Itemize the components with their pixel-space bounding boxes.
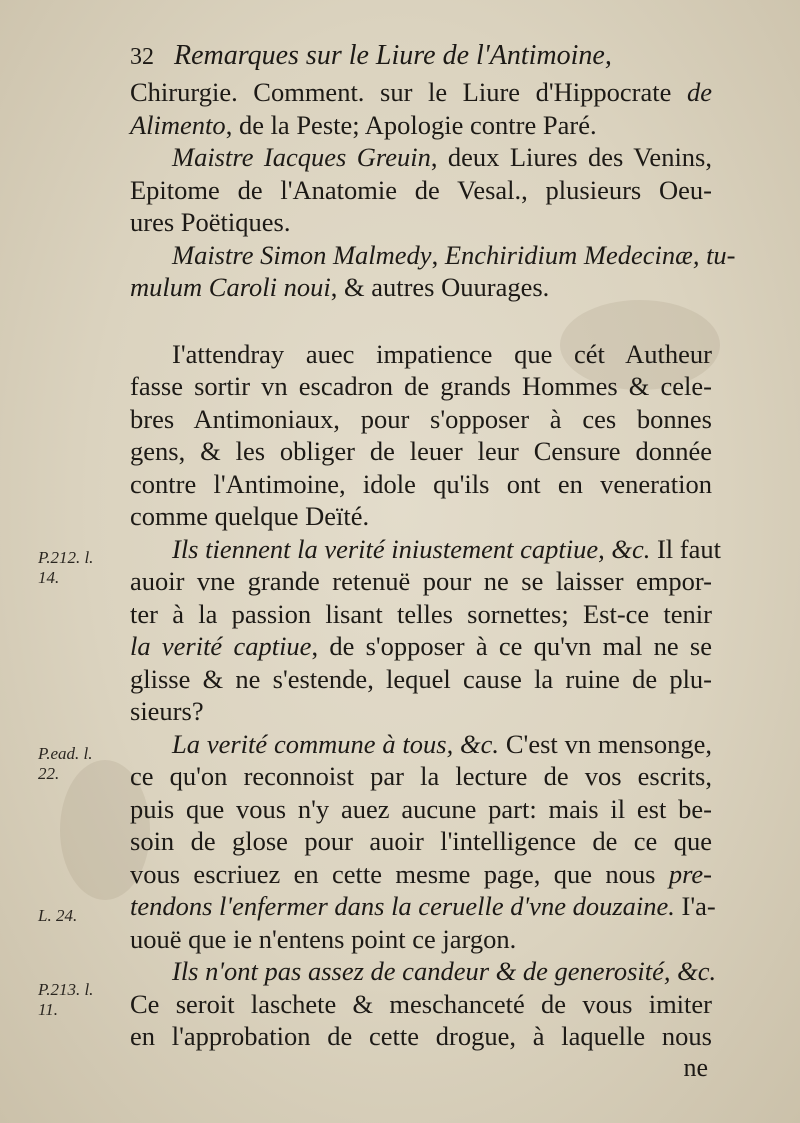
catchword: ne <box>683 1053 708 1082</box>
text-line: mulum Caroli noui, & autres Ouurages. <box>130 272 550 302</box>
text-line: uouë que ie n'entens point ce jargon. <box>130 923 517 954</box>
text-line: contre l'Antimoine, idole qu'ils ont en veneration <box>130 468 712 499</box>
text-line: tendons l'enfermer dans la ceruelle d'vne douzaine. I'a- <box>130 891 716 921</box>
text-line: Alimento, de la Peste; Apologie contre Paré. <box>130 109 597 140</box>
text-line: Epitome de l'Anatomie de Vesal., plusieurs Oeu- <box>130 174 712 205</box>
text-line: bres Antimoniaux, pour s'opposer à ces bonnes <box>130 403 712 434</box>
marginal-note: P.212. l. 14. <box>38 548 94 587</box>
text-line: la verité captiue, de s'opposer à ce qu'vn mal ne se <box>130 631 712 661</box>
text-line: gens, & les obliger de leuer leur Censure donnée <box>130 436 712 466</box>
text-line: Maistre Iacques Greuin, deux Liures des Venins, <box>172 142 712 172</box>
text-line: Ce seroit laschete & meschanceté de vous imiter <box>130 988 712 1019</box>
text-line: La verité commune à tous, &c. C'est vn mensonge, <box>172 728 712 759</box>
text-line: ter à la passion lisant telles sornettes; Est-ce tenir <box>130 598 712 629</box>
marginal-note: L. 24. <box>38 906 78 925</box>
text-line: Chirurgie. Comment. sur le Liure d'Hippocrate de <box>130 77 712 107</box>
text-line: sieurs? <box>130 696 204 726</box>
text-line: Ils tiennent la verité iniustement captiue, &c. Il faut <box>172 533 721 564</box>
text-line: I'attendray auec impatience que cét Autheur <box>172 338 712 369</box>
text-line: puis que vous n'y auez aucune part: mais il est be- <box>130 793 712 824</box>
running-header <box>130 40 670 74</box>
text-line: fasse sortir vn escadron de grands Hommes & cele- <box>130 371 712 401</box>
text-line: glisse & ne s'estende, lequel cause la ruine de plu- <box>130 663 712 694</box>
text-line: soin de glose pour auoir l'intelligence de ce que <box>130 826 712 856</box>
text-line: Maistre Simon Malmedy, Enchiridium Medecinæ, tu- <box>172 239 736 270</box>
text-line: comme quelque Deïté. <box>130 501 370 531</box>
running-title: Remarques sur le Liure de l'Antimoine, <box>174 40 612 71</box>
marginal-note: P.ead. l. 22. <box>38 744 93 783</box>
marginal-note: P.213. l. 11. <box>38 980 94 1019</box>
text-line: auoir vne grande retenuë pour ne se laisser empor- <box>130 566 712 596</box>
page-number: 32 <box>130 44 154 70</box>
text-line: en l'approbation de cette drogue, à laquelle nous <box>130 1021 712 1051</box>
paragraph-gap <box>130 304 712 338</box>
text-line: ce qu'on reconnoist par la lecture de vos escrits, <box>130 761 712 791</box>
text-line: Ils n'ont pas assez de candeur & de generosité, &c. <box>172 956 717 986</box>
text-line: ures Poëtiques. <box>130 207 291 237</box>
text-line: vous escriuez en cette mesme page, que nous pre- <box>130 858 712 889</box>
main-text <box>130 76 736 1053</box>
